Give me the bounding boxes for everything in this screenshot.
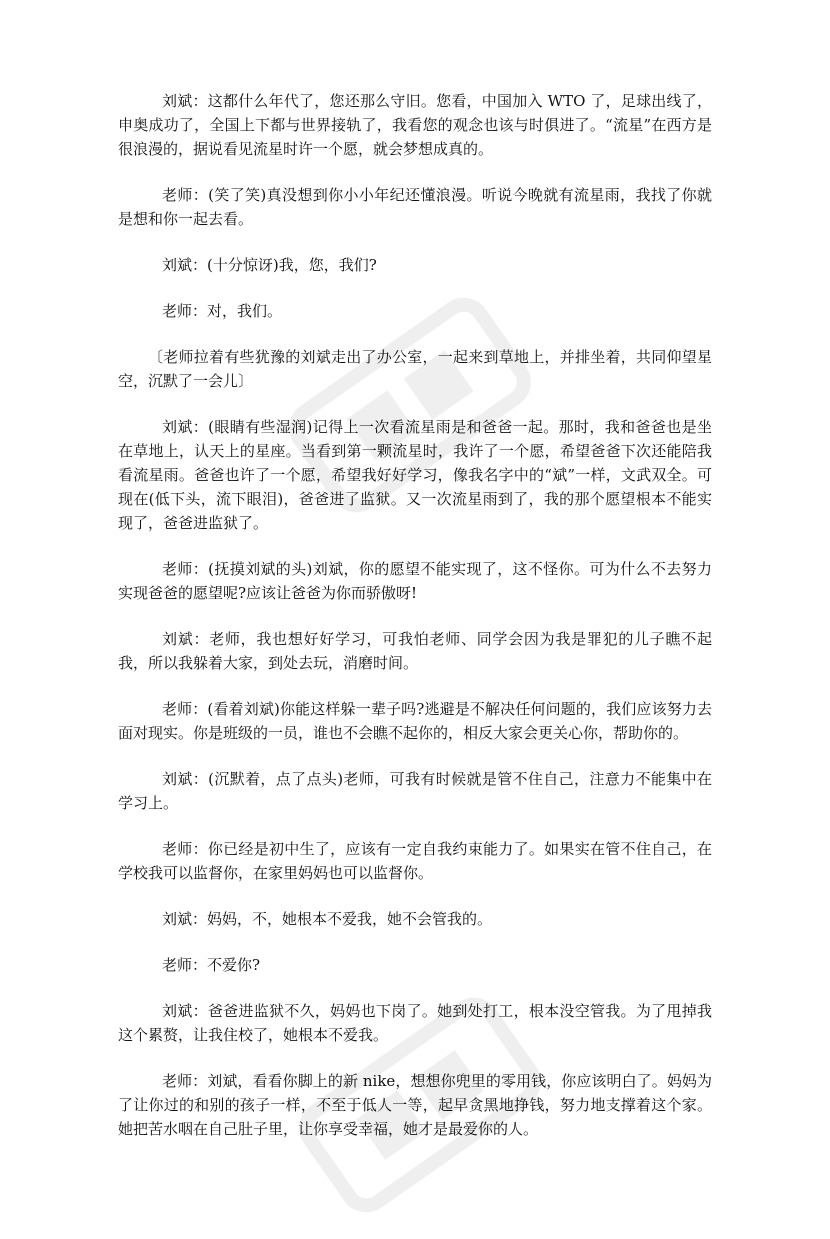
stage-direction: 〔老师拉着有些犹豫的刘斌走出了办公室，一起来到草地上，并排坐着，共同仰望星空，沉默了一会儿〕 — [118, 348, 712, 390]
dialogue-paragraph: 刘斌：老师，我也想好好学习，可我怕老师、同学会因为我是罪犯的儿子瞧不起我，所以我躲着大家，到处去玩，消磨时间。 — [118, 630, 712, 672]
dialogue-paragraph: 刘斌：妈妈，不，她根本不爱我，她不会管我的。 — [162, 910, 493, 928]
dialogue-paragraph: 刘斌：(沉默着，点了点头)老师，可我有时候就是管不住自己，注意力不能集中在学习上。 — [118, 770, 712, 812]
dialogue-paragraph: 老师：(抚摸刘斌的头)刘斌，你的愿望不能实现了，这不怪你。可为什么不去努力实现爸爸的愿望呢?应该让爸爸为你而骄傲呀! — [118, 560, 712, 602]
dialogue-paragraph: 老师：刘斌，看看你脚上的新 nike，想想你兜里的零用钱，你应该明白了。妈妈为了让你过的和别的孩子一样，不至于低人一等，起早贪黑地挣钱，努力地支撑着这个家。她把苦水咽在自己肚子里，让你享受幸福，她才是最爱你的人。 — [118, 1072, 712, 1138]
dialogue-paragraph: 刘斌：(十分惊讶)我，您，我们? — [162, 256, 377, 274]
document-body — [118, 89, 712, 1163]
dialogue-paragraph: 老师：不爱你? — [162, 956, 261, 974]
dialogue-paragraph: 刘斌：这都什么年代了，您还那么守旧。您看，中国加入 WTO 了，足球出线了，申奥成功了，全国上下都与世界接轨了，我看您的观念也该与时俱进了。“流星”在西方是很浪漫的，据说看见流星时许一个愿，就会梦想成真的。 — [118, 92, 712, 158]
dialogue-paragraph: 老师：你已经是初中生了，应该有一定自我约束能力了。如果实在管不住自己，在学校我可以监督你，在家里妈妈也可以监督你。 — [118, 840, 712, 882]
dialogue-paragraph: 刘斌：(眼睛有些湿润)记得上一次看流星雨是和爸爸一起。那时，我和爸爸也是坐在草地上，认天上的星座。当看到第一颗流星时，我许了一个愿，希望爸爸下次还能陪我看流星雨。爸爸也许了一个愿，希望我好好学习，像我名字中的“斌”一样，文武双全。可现在(低下头，流下眼泪)，爸爸进了监狱。又一次流星雨到了，我的那个愿望根本不能实现了，爸爸进监狱了。 — [118, 418, 712, 532]
dialogue-paragraph: 老师：(笑了笑)真没想到你小小年纪还懂浪漫。听说今晚就有流星雨，我找了你就是想和你一起去看。 — [118, 186, 712, 228]
dialogue-paragraph: 老师：对，我们。 — [162, 302, 283, 320]
dialogue-paragraph: 刘斌：爸爸进监狱不久，妈妈也下岗了。她到处打工，根本没空管我。为了甩掉我这个累赘，让我住校了，她根本不爱我。 — [118, 1002, 712, 1044]
dialogue-paragraph: 老师：(看着刘斌)你能这样躲一辈子吗?逃避是不解决任何问题的，我们应该努力去面对现实。你是班级的一员，谁也不会瞧不起你的，相反大家会更关心你，帮助你的。 — [118, 700, 712, 742]
